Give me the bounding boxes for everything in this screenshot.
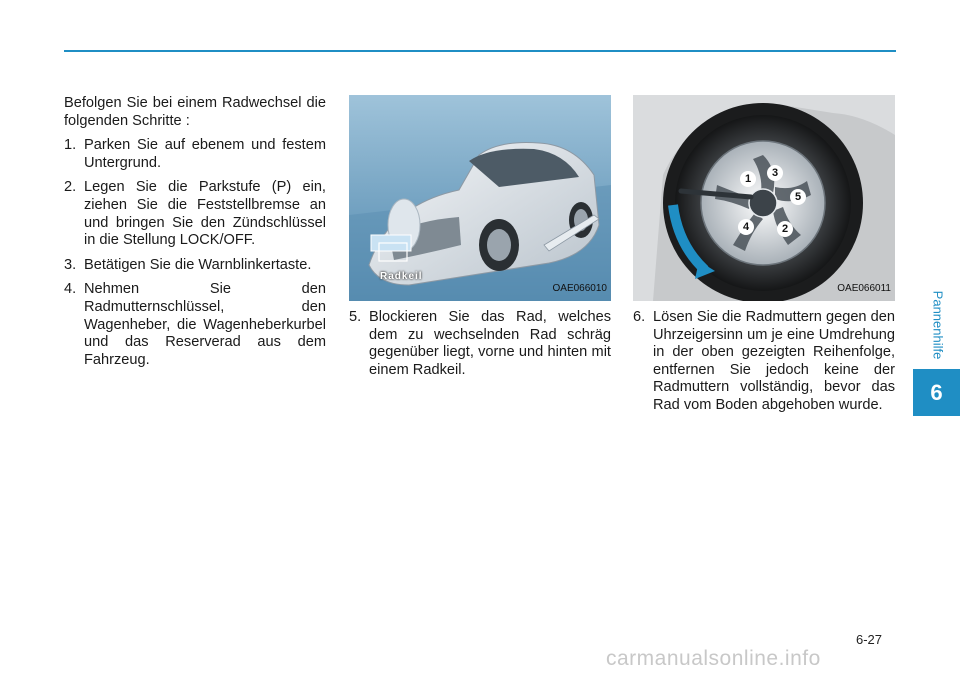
page-number: 6-27	[856, 632, 883, 647]
figure-code: OAE066010	[552, 283, 607, 295]
nut-number-2: 2	[777, 221, 793, 237]
chapter-tab: 6	[913, 369, 960, 416]
nut-number-4: 4	[738, 219, 754, 235]
step-text: Lösen Sie die Radmuttern gegen den Uhrzeigersinn um je eine Umdrehung in der oben gezeigten Reihenfolge, entfernen Sie jedoch keine der Radmuttern vollständig, bevor das Rad vom Boden abgehoben wurde.	[653, 309, 895, 413]
nut-number-1: 1	[740, 171, 756, 187]
step-6	[633, 309, 895, 415]
wedge-label: Radkeil	[380, 271, 423, 282]
intro-text: Befolgen Sie bei einem Radwechsel die folgenden Schritte :	[64, 95, 326, 129]
chapter-label-text: Pannenhilfe	[930, 290, 946, 360]
car-wedge-figure	[349, 95, 611, 301]
step-number: 3.	[64, 256, 77, 273]
step-text: Nehmen Sie den Radmutternschlüssel, den Wagenheber, die Wagenheberkurbel und das Reserverad aus dem Fahrzeug.	[84, 281, 326, 368]
chapter-label	[931, 290, 945, 360]
wheel-nut-figure	[633, 95, 895, 301]
wheel-illustration	[633, 95, 895, 301]
watermark: carmanualsonline.info	[606, 647, 821, 670]
right-column	[633, 95, 895, 415]
figure-code: OAE066011	[837, 283, 891, 295]
step-5	[349, 309, 611, 379]
steps-list	[64, 137, 326, 369]
step-text: Legen Sie die Parkstufe (P) ein, ziehen Sie die Feststellbremse an und bringen Sie den Zündschlüssel in die Stellung LOCK/OFF.	[84, 179, 326, 249]
nut-number-5: 5	[790, 189, 806, 205]
nut-number-3: 3	[767, 165, 783, 181]
middle-column	[349, 95, 611, 379]
step-text: Betätigen Sie die Warnblinkertaste.	[84, 256, 312, 273]
left-column	[64, 95, 326, 376]
step-text: Parken Sie auf ebenem und festem Untergrund.	[84, 137, 326, 171]
list-item	[64, 281, 326, 369]
list-item	[64, 179, 326, 249]
list-item	[64, 257, 326, 275]
step-number: 5.	[349, 309, 362, 325]
step-number: 6.	[633, 309, 646, 325]
step-number: 4.	[64, 281, 77, 298]
step-number: 2.	[64, 179, 77, 196]
step-text: Blockieren Sie das Rad, welches dem zu wechselnden Rad schräg gegenüber liegt, vorne und hinten mit einem Radkeil.	[369, 309, 611, 378]
list-item	[64, 137, 326, 172]
step-number: 1.	[64, 137, 77, 154]
header-rule	[64, 50, 896, 52]
